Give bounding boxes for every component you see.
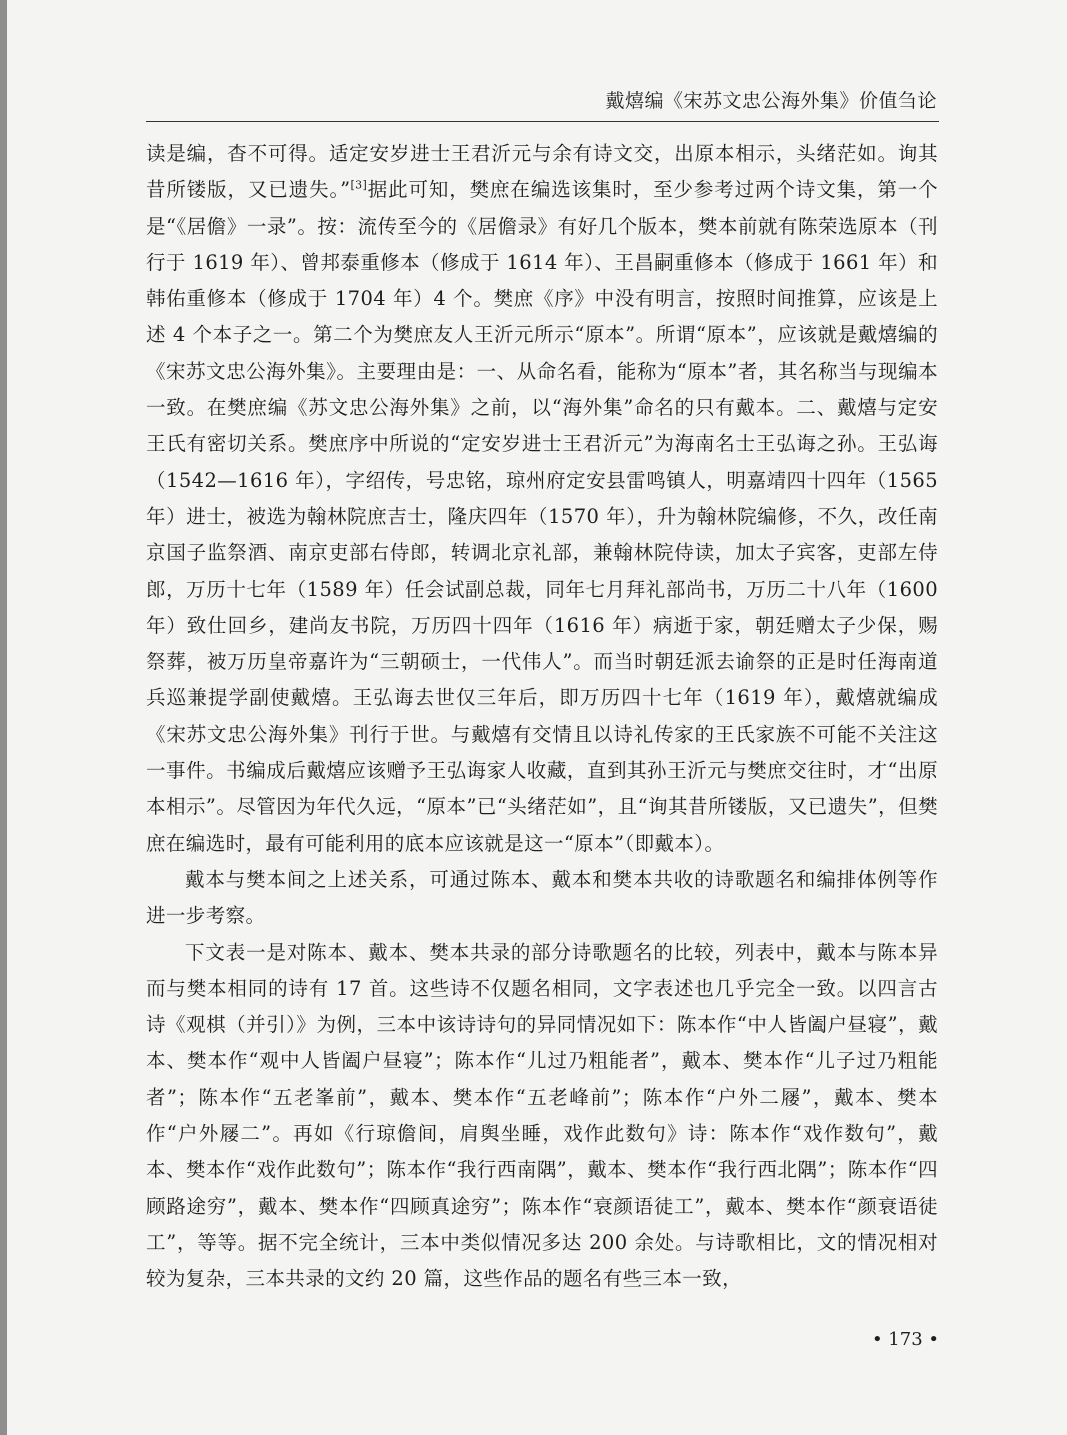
paragraph-1-text-a: 读是编，杳不可得。适定安岁进士王君沂元与余有诗文交，出原本相示，头绪茫如。询其昔所镂版，又已遗失。” — [146, 142, 938, 202]
paragraph-1-text-b: 据此可知，樊庶在编选该集时，至少参考过两个诗文集，第一个是“《居儋》一录”。按：流传至今的《居儋录》有好几个版本，樊本前就有陈荣选原本（刊行于 1619 年）、曾邦泰重修本（修成于 1614 年）、王昌嗣重修本（修成于 1661 年）和韩佑重修本（修成于 1704 年）4 个。樊庶《序》中没有明言，按照时间推算，应该是上述 4 个本子之一。第二个为樊庶友人王沂元所示“原本”。所谓“原本”，应该就是戴熺编的《宋苏文忠公海外集》。主要理由是：一、从命名看，能称为“原本”者，其名称当与现编本一致。在樊庶编《苏文忠公海外集》之前，以“海外集”命名的只有戴本。二、戴熺与定安王氏有密切关系。樊庶序中所说的“定安岁进士王君沂元”为海南名士王弘诲之孙。王弘诲（1542—1616 年），字绍传，号忠铭，琼州府定安县雷鸣镇人，明嘉靖四十四年（1565 年）进士，被选为翰林院庶吉士，隆庆四年（1570 年），升为翰林院编修，不久，改任南京国子监祭酒、南京吏部右侍郎，转调北京礼部，兼翰林院侍读，加太子宾客，吏部左侍郎，万历十七年（1589 年）任会试副总裁，同年七月拜礼部尚书，万历二十八年（1600 年）致仕回乡，建尚友书院，万历四十四年（1616 年）病逝于家，朝廷赠太子少保，赐祭葬，被万历皇帝嘉许为“三朝硕士，一代伟人”。而当时朝廷派去谕祭的正是时任海南道兵巡兼提学副使戴熺。王弘诲去世仅三年后，即万历四十七年（1619 年），戴熺就编成《宋苏文忠公海外集》刊行于世。与戴熺有交情且以诗礼传家的王氏家族不可能不关注这一事件。书编成后戴熺应该赠予王弘诲家人收藏，直到其孙王沂元与樊庶交往时，才“出原本相示”。尽管因为年代久远，“原本”已“头绪茫如”，且“询其昔所镂版，又已遗失”，但樊庶在编选时，最有可能利用的底本应该就是这一“原本”（即戴本）。 — [146, 178, 939, 855]
footnote-reference: [3] — [350, 178, 368, 192]
body-text — [146, 136, 938, 1298]
paragraph-1 — [146, 136, 938, 862]
scan-left-edge — [0, 0, 7, 1435]
paragraph-2: 戴本与樊本间之上述关系，可通过陈本、戴本和樊本共收的诗歌题名和编排体例等作进一步考察。 — [146, 867, 938, 928]
running-header: 戴熺编《宋苏文忠公海外集》价值刍论 — [605, 90, 937, 112]
page-number: • 173 • — [871, 1329, 939, 1350]
header-rule — [146, 121, 939, 122]
paragraph-3: 下文表一是对陈本、戴本、樊本共录的部分诗歌题名的比较，列表中，戴本与陈本异而与樊本相同的诗有 17 首。这些诗不仅题名相同，文字表述也几乎完全一致。以四言古诗《观棋（并引）》为例，三本中该诗诗句的异同情况如下：陈本作“中人皆阖户昼寝”，戴本、樊本作“观中人皆阖户昼寝”；陈本作“儿过乃粗能者”，戴本、樊本作“儿子过乃粗能者”；陈本作“五老峯前”，戴本、樊本作“五老峰前”；陈本作“户外二屦”，戴本、樊本作“户外屦二”。再如《行琼儋间，肩舆坐睡，戏作此数句》诗：陈本作“戏作数句”，戴本、樊本作“戏作此数句”；陈本作“我行西南隅”，戴本、樊本作“我行西北隅”；陈本作“四顾路途穷”，戴本、樊本作“四顾真途穷”；陈本作“衰颜语徒工”，戴本、樊本作“颜衰语徒工”，等等。据不完全统计，三本中类似情况多达 200 余处。与诗歌相比，文的情况相对较为复杂，三本共录的文约 20 篇，这些作品的题名有些三本一致， — [146, 940, 938, 1291]
